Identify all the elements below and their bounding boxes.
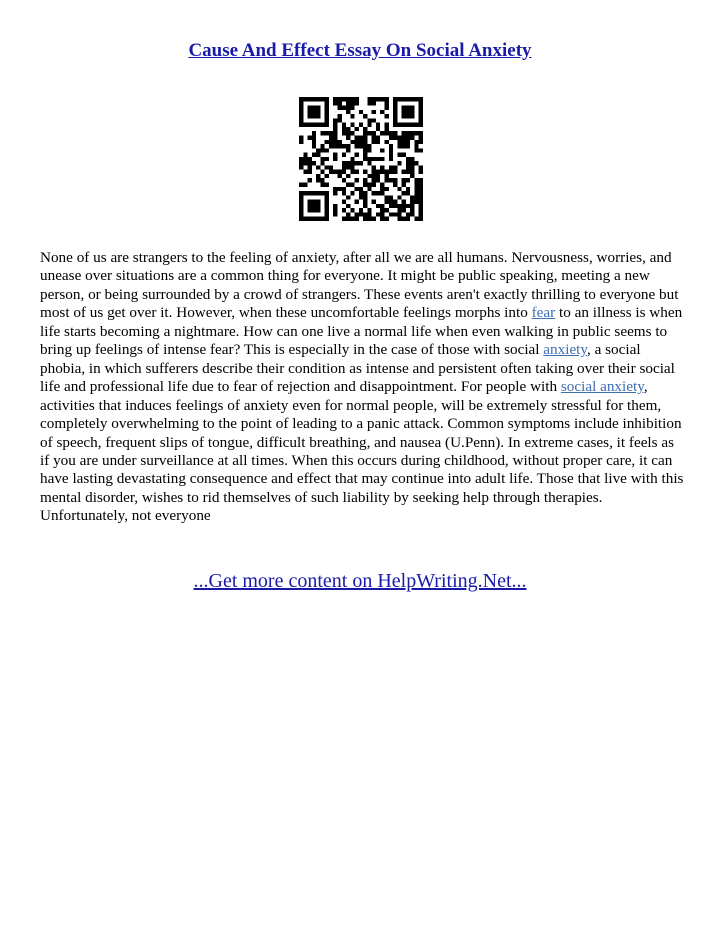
title-link[interactable]: Cause And Effect Essay On Social Anxiety	[188, 40, 532, 61]
paragraph-text: None of us are strangers to the feeling of anxiety, after all we are all humans. Nervousness, worries, and unease over situations are a common thing for everyone. It might be public speaking, meeting a new person, or being surrounded by a crowd of strangers. These events aren't exactly thrilling to everyone but most of us get over it. However, when these uncomfortable feelings morphs into	[40, 249, 679, 322]
qr-code-icon	[299, 97, 423, 221]
social-anxiety-link[interactable]: social anxiety	[560, 378, 644, 396]
anxiety-link[interactable]: anxiety	[543, 341, 588, 359]
paragraph-text: , a social phobia, in which sufferers describe their condition as intense and persistent often taking over their social life and professional life due to fear of rejection and disappointment. For people with	[40, 341, 675, 396]
paragraph-text: , activities that induces feelings of anxiety even for normal people, will be extremely stressful for them, completely overwhelming to the point of leading to a panic attack. Common symptoms include inhibition of speech, frequent slips of tongue, difficult breathing, and nausea (U.Penn). In extreme cases, it feels as if you are under surveillance at all times. When this occurs during childhood, without proper care, it can have lasting devastating consequence and effect that may continue into adult life. Those that live with this mental disorder, wishes to rid themselves of such liability by seeking help through therapies. Unfortunately, not everyone	[40, 378, 684, 525]
page-title	[0, 38, 720, 64]
more-content	[0, 568, 720, 594]
essay-paragraph	[40, 249, 684, 526]
fear-link[interactable]: fear	[531, 304, 556, 322]
paragraph-text: to an illness is when life starts becoming a nightmare. How can one live a normal life when even walking in public seems to bring up feelings of intense fear? This is especially in the case of those with social	[40, 304, 683, 359]
get-more-content-link[interactable]: ...Get more content on HelpWriting.Net...	[193, 570, 527, 592]
